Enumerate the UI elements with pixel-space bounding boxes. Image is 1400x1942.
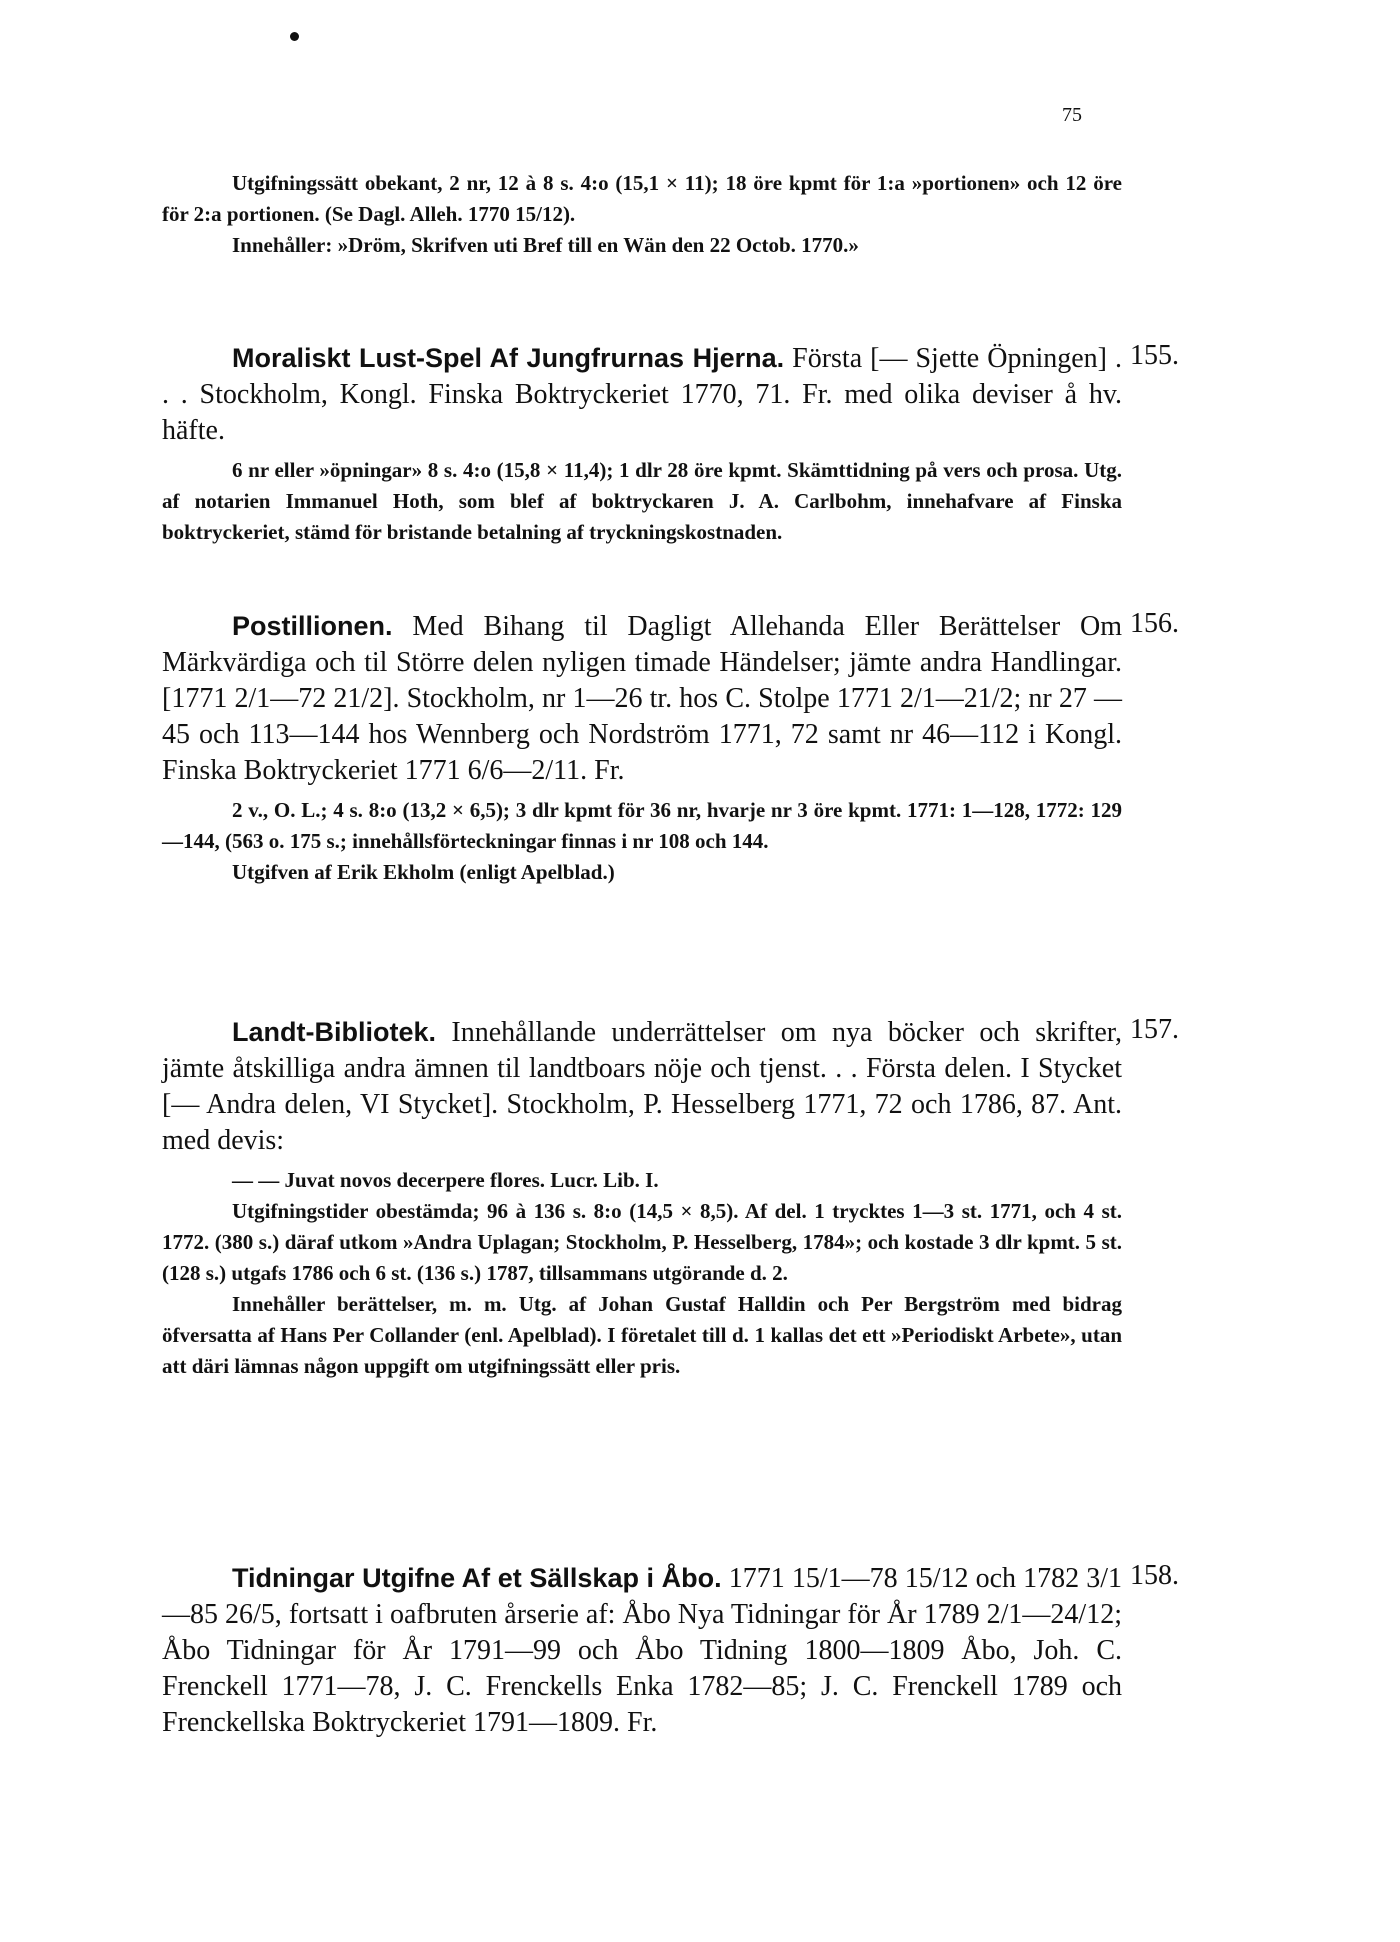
- entry-body: Landt-Bibliotek. Innehållande underrättelser om nya böcker och skrifter, jämte åtskilliga andra ämnen til landtboars nöje och tjenst. . . Första delen. I Stycket [— Andra delen, VI Stycket]. Stockholm, P. Hesselberg 1771, 72 och 1786, 87. Ant. med devis:: [162, 1017, 1123, 1156]
- entry-number: 157.: [1130, 1014, 1179, 1045]
- entry-body: Postillionen. Med Bihang til Dagligt Allehanda Eller Berättelser Om Märkvärdiga och til Större delen nyligen timade Händelser; jämte andra Handlingar. [1771 2/1—72 21/2]. Stockholm, nr 1—26 tr. hos C. Stolpe 1771 2/1—21/2; nr 27 —45 och 113—144 hos Wennberg och Nordström 1771, 72 samt nr 46—112 i Kongl. Finska Boktryckeriet 1771 6/6—2/11. Fr.: [162, 611, 1122, 786]
- page-number: 75: [1062, 104, 1082, 126]
- entry-number: 156.: [1130, 608, 1179, 639]
- entry-155: [162, 340, 1122, 548]
- entry-heading: Postillionen.: [232, 611, 393, 641]
- ink-dot: [290, 32, 299, 41]
- paragraph: Innehåller: »Dröm, Skrifven uti Bref till en Wän den 22 Octob. 1770.»: [232, 233, 859, 257]
- paragraph: Utgifven af Erik Ekholm (enligt Apelblad.): [232, 860, 615, 884]
- entry-heading: Landt-Bibliotek.: [232, 1017, 436, 1047]
- paragraph: Utgifningssätt obekant, 2 nr, 12 à 8 s. 4:o (15,1 × 11); 18 öre kpmt för 1:a »portionen» och 12 öre för 2:a portionen. (Se Dagl. Alleh. 1770 15/12).: [162, 171, 1122, 226]
- entry-body: Tidningar Utgifne Af et Sällskap i Åbo. 1771 15/1—78 15/12 och 1782 3/1—85 26/5, fortsatt i oafbruten årserie af: Åbo Nya Tidningar för År 1789 2/1—24/12; Åbo Tidningar för År 1791—99 och Åbo Tidning 1800—1809 Åbo, Joh. C. Frenckell 1771—78, J. C. Frenckells Enka 1782—85; J. C. Frenckell 1789 och Frenckellska Boktryckeriet 1791—1809. Fr.: [162, 1563, 1123, 1738]
- entry-156: [162, 608, 1122, 888]
- entry-body: Moraliskt Lust-Spel Af Jungfrurnas Hjerna. Första [— Sjette Öpningen] . . . Stockholm, Kongl. Finska Boktryckeriet 1770, 71. Fr. med olika deviser å hv. häfte.: [162, 343, 1122, 446]
- entry-157: [162, 1014, 1122, 1382]
- entry-number: 155.: [1130, 340, 1179, 371]
- paragraph: Innehåller berättelser, m. m. Utg. af Johan Gustaf Halldin och Per Bergström med bidrag öfversatta af Hans Per Collander (enl. Apelblad). I företalet till d. 1 kallas det ett »Periodiskt Arbete», utan att däri lämnas någon uppgift om utgifningssätt eller pris.: [162, 1292, 1122, 1378]
- paragraph: 6 nr eller »öpningar» 8 s. 4:o (15,8 × 11,4); 1 dlr 28 öre kpmt. Skämttidning på vers och prosa. Utg. af notarien Immanuel Hoth, som blef af boktryckaren J. A. Carlbohm, innehafvare af Finska boktryckeriet, stämd för bristande betalning af tryckningskostnaden.: [162, 458, 1122, 544]
- entry-number: 158.: [1130, 1560, 1179, 1591]
- entry-heading: Moraliskt Lust-Spel Af Jungfrurnas Hjerna.: [232, 343, 785, 373]
- paragraph: 2 v., O. L.; 4 s. 8:o (13,2 × 6,5); 3 dlr kpmt för 36 nr, hvarje nr 3 öre kpmt. 1771: 1—128, 1772: 129—144, (563 o. 175 s.; innehållsförteckningar finnas i nr 108 och 144.: [162, 798, 1122, 853]
- paragraph: — — Juvat novos decerpere flores. Lucr. Lib. I.: [232, 1168, 659, 1192]
- entry-heading: Tidningar Utgifne Af et Sällskap i Åbo.: [232, 1563, 722, 1593]
- entry-158: [162, 1560, 1122, 1741]
- paragraph: Utgifningstider obestämda; 96 à 136 s. 8:o (14,5 × 8,5). Af del. 1 trycktes 1—3 st. 1771, och 4 st. 1772. (380 s.) däraf utkom »Andra Uplagan; Stockholm, P. Hesselberg, 1784»; och kostade 3 dlr kpmt. 5 st. (128 s.) utgafs 1786 och 6 st. (136 s.) 1787, tillsammans utgörande d. 2.: [162, 1199, 1122, 1285]
- entry-continuation: [162, 168, 1122, 261]
